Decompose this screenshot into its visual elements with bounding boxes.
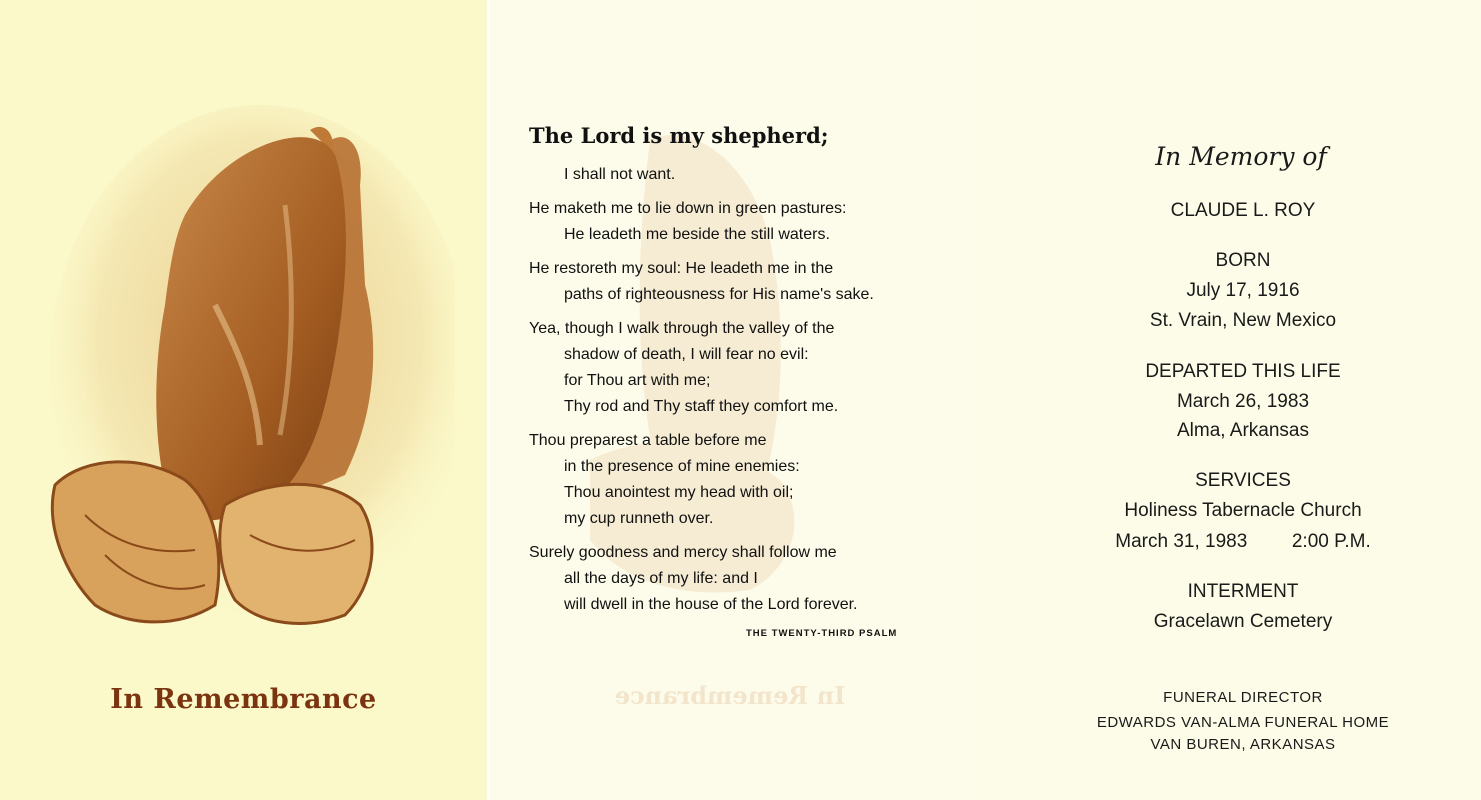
- memory-heading: In Memory of: [1155, 142, 1327, 171]
- born-place: St. Vrain, New Mexico: [1149, 310, 1337, 331]
- psalm-line: Surely goodness and mercy shall follow me: [529, 544, 837, 561]
- services-label: SERVICES: [1195, 470, 1291, 491]
- psalm-line: in the presence of mine enemies:: [564, 458, 800, 475]
- services-date: March 31, 1983: [1115, 531, 1248, 552]
- departed-label: DEPARTED THIS LIFE: [1145, 361, 1341, 382]
- psalm-line: Yea, though I walk through the valley of the: [529, 320, 835, 337]
- psalm-heading: The Lord is my shepherd;: [529, 123, 829, 148]
- psalm-line: Thy rod and Thy staff they comfort me.: [564, 398, 839, 415]
- interment-place: Gracelawn Cemetery: [1153, 611, 1333, 632]
- front-title: In Remembrance: [110, 684, 377, 715]
- psalm-stanza: [529, 162, 969, 188]
- psalm-stanza: [529, 256, 969, 308]
- born-label: BORN: [1215, 250, 1271, 271]
- services-time: 2:00 P.M.: [1291, 531, 1371, 552]
- psalm-line: shadow of death, I will fear no evil:: [564, 346, 809, 363]
- psalm-text: [529, 162, 969, 626]
- psalm-line: Thou anointest my head with oil;: [564, 484, 794, 501]
- departed-place: Alma, Arkansas: [1177, 420, 1309, 441]
- front-cover: [0, 0, 487, 800]
- psalm-line: paths of righteousness for His name's sake.: [564, 286, 874, 303]
- born-date: July 17, 1916: [1186, 280, 1300, 301]
- psalm-line: will dwell in the house of the Lord forever.: [564, 596, 858, 613]
- services-place: Holiness Tabernacle Church: [1124, 500, 1362, 521]
- psalm-line: my cup runneth over.: [564, 510, 714, 527]
- psalm-line: He leadeth me beside the still waters.: [564, 226, 830, 243]
- psalm-line: He restoreth my soul: He leadeth me in the: [529, 260, 834, 277]
- director-city: VAN BUREN, ARKANSAS: [1150, 736, 1336, 753]
- director-name: EDWARDS VAN-ALMA FUNERAL HOME: [1096, 714, 1390, 731]
- psalm-credit: THE TWENTY-THIRD PSALM: [746, 628, 898, 639]
- psalm-page: [490, 0, 978, 800]
- psalm-line: He maketh me to lie down in green pastures:: [529, 200, 847, 217]
- psalm-line: Thou preparest a table before me: [529, 432, 767, 449]
- psalm-line: for Thou art with me;: [564, 372, 711, 389]
- memorial-page: [978, 0, 1481, 800]
- departed-date: March 26, 1983: [1176, 391, 1310, 412]
- praying-hands-illustration: [25, 85, 455, 655]
- psalm-stanza: [529, 196, 969, 248]
- show-through-title: In Remembrance: [614, 681, 846, 710]
- psalm-line: I shall not want.: [564, 166, 676, 183]
- psalm-stanza: [529, 428, 969, 532]
- deceased-name: CLAUDE L. ROY: [1170, 200, 1316, 221]
- interment-label: INTERMENT: [1187, 581, 1299, 602]
- psalm-stanza: [529, 540, 969, 618]
- director-label: FUNERAL DIRECTOR: [1163, 689, 1323, 706]
- psalm-line: all the days of my life: and I: [564, 570, 758, 587]
- services-datetime: [978, 531, 1481, 553]
- psalm-stanza: [529, 316, 969, 420]
